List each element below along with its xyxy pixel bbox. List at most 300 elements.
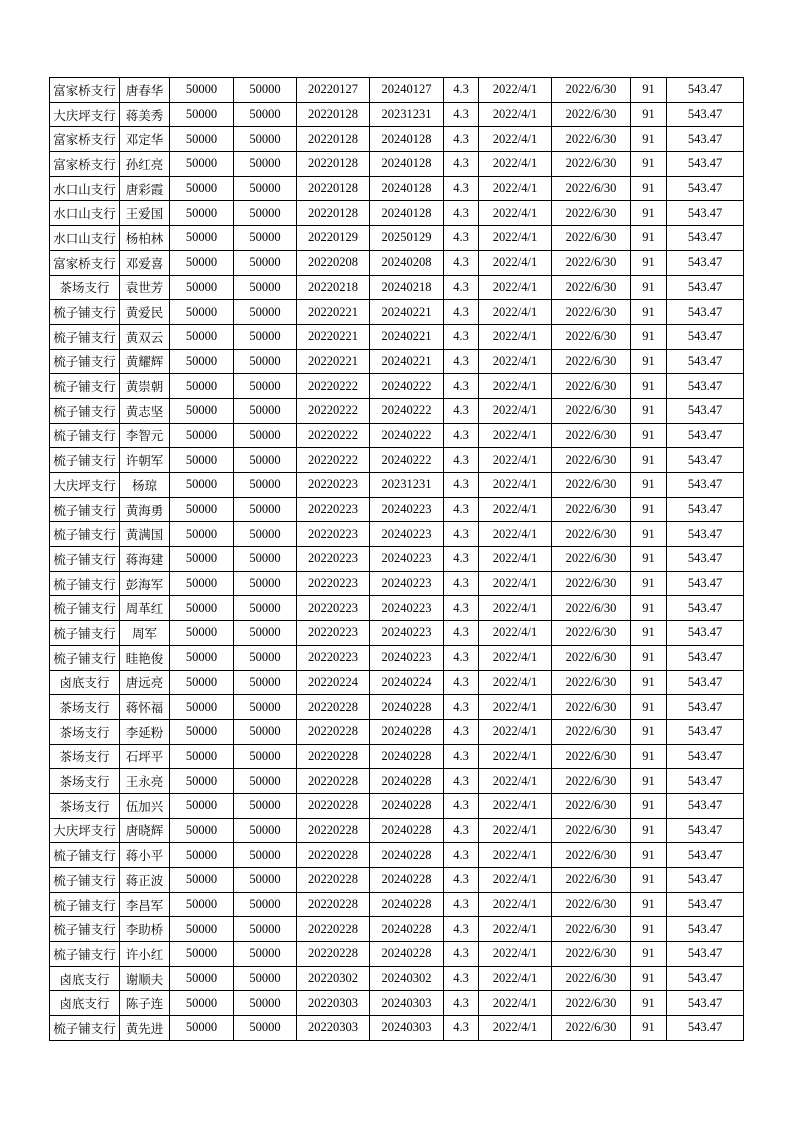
interest-cell: 543.47 <box>667 695 744 720</box>
loan-amount-cell: 50000 <box>170 497 234 522</box>
start-date-cell: 20220228 <box>297 818 370 843</box>
end-date-cell: 20240222 <box>370 448 444 473</box>
rate-cell: 4.3 <box>444 374 479 399</box>
table-row <box>50 547 744 572</box>
table-row <box>50 349 744 374</box>
branch-cell: 梳子铺支行 <box>50 868 120 893</box>
period-start-cell: 2022/4/1 <box>479 473 552 498</box>
end-date-cell: 20240221 <box>370 324 444 349</box>
period-end-cell: 2022/6/30 <box>552 78 631 103</box>
name-cell: 蒋小平 <box>120 843 170 868</box>
branch-cell: 梳子铺支行 <box>50 942 120 967</box>
name-cell: 黄爱民 <box>120 300 170 325</box>
balance-cell: 50000 <box>234 892 297 917</box>
table-row <box>50 843 744 868</box>
balance-cell: 50000 <box>234 473 297 498</box>
interest-cell: 543.47 <box>667 374 744 399</box>
interest-cell: 543.47 <box>667 102 744 127</box>
end-date-cell: 20240128 <box>370 127 444 152</box>
loan-amount-cell: 50000 <box>170 300 234 325</box>
period-start-cell: 2022/4/1 <box>479 769 552 794</box>
rate-cell: 4.3 <box>444 596 479 621</box>
table-row <box>50 102 744 127</box>
name-cell: 蒋正波 <box>120 868 170 893</box>
days-cell: 91 <box>631 571 667 596</box>
loan-amount-cell: 50000 <box>170 324 234 349</box>
table-row <box>50 374 744 399</box>
balance-cell: 50000 <box>234 102 297 127</box>
period-start-cell: 2022/4/1 <box>479 374 552 399</box>
name-cell: 王爱国 <box>120 201 170 226</box>
rate-cell: 4.3 <box>444 102 479 127</box>
period-start-cell: 2022/4/1 <box>479 152 552 177</box>
interest-cell: 543.47 <box>667 621 744 646</box>
balance-cell: 50000 <box>234 695 297 720</box>
balance-cell: 50000 <box>234 571 297 596</box>
rate-cell: 4.3 <box>444 868 479 893</box>
period-end-cell: 2022/6/30 <box>552 942 631 967</box>
period-end-cell: 2022/6/30 <box>552 769 631 794</box>
interest-cell: 543.47 <box>667 398 744 423</box>
table-row <box>50 695 744 720</box>
loan-amount-cell: 50000 <box>170 448 234 473</box>
loan-amount-cell: 50000 <box>170 695 234 720</box>
interest-cell: 543.47 <box>667 250 744 275</box>
period-start-cell: 2022/4/1 <box>479 942 552 967</box>
rate-cell: 4.3 <box>444 966 479 991</box>
period-start-cell: 2022/4/1 <box>479 596 552 621</box>
start-date-cell: 20220222 <box>297 423 370 448</box>
loan-amount-cell: 50000 <box>170 917 234 942</box>
period-start-cell: 2022/4/1 <box>479 497 552 522</box>
interest-cell: 543.47 <box>667 473 744 498</box>
end-date-cell: 20240228 <box>370 769 444 794</box>
start-date-cell: 20220228 <box>297 843 370 868</box>
end-date-cell: 20240228 <box>370 843 444 868</box>
table-row <box>50 152 744 177</box>
days-cell: 91 <box>631 991 667 1016</box>
branch-cell: 梳子铺支行 <box>50 571 120 596</box>
period-start-cell: 2022/4/1 <box>479 621 552 646</box>
end-date-cell: 20240127 <box>370 78 444 103</box>
branch-cell: 梳子铺支行 <box>50 448 120 473</box>
period-start-cell: 2022/4/1 <box>479 695 552 720</box>
days-cell: 91 <box>631 349 667 374</box>
name-cell: 周军 <box>120 621 170 646</box>
rate-cell: 4.3 <box>444 695 479 720</box>
rate-cell: 4.3 <box>444 250 479 275</box>
period-start-cell: 2022/4/1 <box>479 868 552 893</box>
end-date-cell: 20240223 <box>370 621 444 646</box>
branch-cell: 梳子铺支行 <box>50 522 120 547</box>
period-start-cell: 2022/4/1 <box>479 818 552 843</box>
end-date-cell: 20240222 <box>370 374 444 399</box>
period-end-cell: 2022/6/30 <box>552 226 631 251</box>
period-start-cell: 2022/4/1 <box>479 547 552 572</box>
days-cell: 91 <box>631 596 667 621</box>
end-date-cell: 20231231 <box>370 473 444 498</box>
table-row <box>50 571 744 596</box>
rate-cell: 4.3 <box>444 201 479 226</box>
interest-cell: 543.47 <box>667 843 744 868</box>
loan-amount-cell: 50000 <box>170 374 234 399</box>
table-body <box>50 78 744 1041</box>
rate-cell: 4.3 <box>444 127 479 152</box>
period-start-cell: 2022/4/1 <box>479 966 552 991</box>
name-cell: 李延粉 <box>120 719 170 744</box>
period-end-cell: 2022/6/30 <box>552 473 631 498</box>
rate-cell: 4.3 <box>444 719 479 744</box>
period-end-cell: 2022/6/30 <box>552 719 631 744</box>
balance-cell: 50000 <box>234 226 297 251</box>
name-cell: 邓爱喜 <box>120 250 170 275</box>
name-cell: 唐春华 <box>120 78 170 103</box>
end-date-cell: 20240223 <box>370 596 444 621</box>
start-date-cell: 20220228 <box>297 769 370 794</box>
days-cell: 91 <box>631 226 667 251</box>
interest-cell: 543.47 <box>667 769 744 794</box>
days-cell: 91 <box>631 78 667 103</box>
branch-cell: 梳子铺支行 <box>50 300 120 325</box>
days-cell: 91 <box>631 966 667 991</box>
period-end-cell: 2022/6/30 <box>552 868 631 893</box>
end-date-cell: 20240228 <box>370 942 444 967</box>
balance-cell: 50000 <box>234 744 297 769</box>
loan-amount-cell: 50000 <box>170 719 234 744</box>
table-row <box>50 645 744 670</box>
start-date-cell: 20220303 <box>297 1016 370 1041</box>
interest-cell: 543.47 <box>667 942 744 967</box>
name-cell: 蒋美秀 <box>120 102 170 127</box>
period-end-cell: 2022/6/30 <box>552 300 631 325</box>
name-cell: 黄满国 <box>120 522 170 547</box>
table-row <box>50 917 744 942</box>
period-start-cell: 2022/4/1 <box>479 793 552 818</box>
rate-cell: 4.3 <box>444 621 479 646</box>
name-cell: 黄志坚 <box>120 398 170 423</box>
rate-cell: 4.3 <box>444 324 479 349</box>
name-cell: 眭艳俊 <box>120 645 170 670</box>
end-date-cell: 20240228 <box>370 868 444 893</box>
name-cell: 唐远亮 <box>120 670 170 695</box>
days-cell: 91 <box>631 818 667 843</box>
rate-cell: 4.3 <box>444 843 479 868</box>
period-start-cell: 2022/4/1 <box>479 719 552 744</box>
end-date-cell: 20240302 <box>370 966 444 991</box>
period-end-cell: 2022/6/30 <box>552 127 631 152</box>
period-end-cell: 2022/6/30 <box>552 448 631 473</box>
table-row <box>50 423 744 448</box>
period-start-cell: 2022/4/1 <box>479 892 552 917</box>
days-cell: 91 <box>631 868 667 893</box>
rate-cell: 4.3 <box>444 1016 479 1041</box>
period-end-cell: 2022/6/30 <box>552 497 631 522</box>
days-cell: 91 <box>631 324 667 349</box>
rate-cell: 4.3 <box>444 793 479 818</box>
rate-cell: 4.3 <box>444 892 479 917</box>
table-row <box>50 176 744 201</box>
period-end-cell: 2022/6/30 <box>552 324 631 349</box>
end-date-cell: 20240223 <box>370 571 444 596</box>
balance-cell: 50000 <box>234 547 297 572</box>
period-start-cell: 2022/4/1 <box>479 176 552 201</box>
balance-cell: 50000 <box>234 324 297 349</box>
balance-cell: 50000 <box>234 942 297 967</box>
name-cell: 孙红亮 <box>120 152 170 177</box>
name-cell: 杨琼 <box>120 473 170 498</box>
table-row <box>50 818 744 843</box>
rate-cell: 4.3 <box>444 300 479 325</box>
name-cell: 李智元 <box>120 423 170 448</box>
branch-cell: 梳子铺支行 <box>50 374 120 399</box>
branch-cell: 富家桥支行 <box>50 250 120 275</box>
name-cell: 黄耀辉 <box>120 349 170 374</box>
start-date-cell: 20220223 <box>297 522 370 547</box>
period-start-cell: 2022/4/1 <box>479 448 552 473</box>
days-cell: 91 <box>631 645 667 670</box>
loan-amount-cell: 50000 <box>170 547 234 572</box>
name-cell: 石坪平 <box>120 744 170 769</box>
end-date-cell: 20240223 <box>370 497 444 522</box>
name-cell: 黄先进 <box>120 1016 170 1041</box>
table-row <box>50 621 744 646</box>
days-cell: 91 <box>631 522 667 547</box>
start-date-cell: 20220128 <box>297 127 370 152</box>
table-row <box>50 769 744 794</box>
loan-amount-cell: 50000 <box>170 473 234 498</box>
days-cell: 91 <box>631 152 667 177</box>
interest-cell: 543.47 <box>667 300 744 325</box>
interest-cell: 543.47 <box>667 127 744 152</box>
balance-cell: 50000 <box>234 349 297 374</box>
table-row <box>50 744 744 769</box>
interest-cell: 543.47 <box>667 324 744 349</box>
rate-cell: 4.3 <box>444 349 479 374</box>
loan-amount-cell: 50000 <box>170 818 234 843</box>
interest-cell: 543.47 <box>667 571 744 596</box>
balance-cell: 50000 <box>234 793 297 818</box>
table-row <box>50 942 744 967</box>
days-cell: 91 <box>631 201 667 226</box>
days-cell: 91 <box>631 398 667 423</box>
start-date-cell: 20220222 <box>297 398 370 423</box>
balance-cell: 50000 <box>234 843 297 868</box>
loan-amount-cell: 50000 <box>170 596 234 621</box>
start-date-cell: 20220127 <box>297 78 370 103</box>
loan-amount-cell: 50000 <box>170 1016 234 1041</box>
name-cell: 黄崇朝 <box>120 374 170 399</box>
period-start-cell: 2022/4/1 <box>479 398 552 423</box>
days-cell: 91 <box>631 423 667 448</box>
loan-amount-cell: 50000 <box>170 793 234 818</box>
branch-cell: 卤底支行 <box>50 966 120 991</box>
balance-cell: 50000 <box>234 991 297 1016</box>
branch-cell: 水口山支行 <box>50 176 120 201</box>
end-date-cell: 20240228 <box>370 719 444 744</box>
balance-cell: 50000 <box>234 300 297 325</box>
loan-amount-cell: 50000 <box>170 645 234 670</box>
interest-cell: 543.47 <box>667 645 744 670</box>
interest-cell: 543.47 <box>667 793 744 818</box>
name-cell: 许朝军 <box>120 448 170 473</box>
branch-cell: 大庆坪支行 <box>50 473 120 498</box>
interest-cell: 543.47 <box>667 423 744 448</box>
end-date-cell: 20240303 <box>370 991 444 1016</box>
loan-amount-cell: 50000 <box>170 670 234 695</box>
name-cell: 陈子连 <box>120 991 170 1016</box>
balance-cell: 50000 <box>234 374 297 399</box>
name-cell: 谢顺夫 <box>120 966 170 991</box>
rate-cell: 4.3 <box>444 547 479 572</box>
table-row <box>50 324 744 349</box>
branch-cell: 梳子铺支行 <box>50 843 120 868</box>
period-end-cell: 2022/6/30 <box>552 744 631 769</box>
balance-cell: 50000 <box>234 1016 297 1041</box>
period-start-cell: 2022/4/1 <box>479 522 552 547</box>
table-row <box>50 398 744 423</box>
period-end-cell: 2022/6/30 <box>552 966 631 991</box>
balance-cell: 50000 <box>234 645 297 670</box>
branch-cell: 水口山支行 <box>50 226 120 251</box>
balance-cell: 50000 <box>234 78 297 103</box>
balance-cell: 50000 <box>234 818 297 843</box>
table-row <box>50 1016 744 1041</box>
period-start-cell: 2022/4/1 <box>479 102 552 127</box>
table-row <box>50 78 744 103</box>
period-start-cell: 2022/4/1 <box>479 324 552 349</box>
loan-amount-cell: 50000 <box>170 621 234 646</box>
name-cell: 伍加兴 <box>120 793 170 818</box>
rate-cell: 4.3 <box>444 176 479 201</box>
name-cell: 彭海军 <box>120 571 170 596</box>
rate-cell: 4.3 <box>444 522 479 547</box>
period-end-cell: 2022/6/30 <box>552 522 631 547</box>
branch-cell: 富家桥支行 <box>50 127 120 152</box>
interest-cell: 543.47 <box>667 892 744 917</box>
balance-cell: 50000 <box>234 250 297 275</box>
balance-cell: 50000 <box>234 596 297 621</box>
period-end-cell: 2022/6/30 <box>552 571 631 596</box>
branch-cell: 梳子铺支行 <box>50 398 120 423</box>
period-end-cell: 2022/6/30 <box>552 892 631 917</box>
loan-amount-cell: 50000 <box>170 78 234 103</box>
rate-cell: 4.3 <box>444 226 479 251</box>
end-date-cell: 20240222 <box>370 423 444 448</box>
balance-cell: 50000 <box>234 670 297 695</box>
rate-cell: 4.3 <box>444 670 479 695</box>
branch-cell: 茶场支行 <box>50 275 120 300</box>
end-date-cell: 20250129 <box>370 226 444 251</box>
loan-amount-cell: 50000 <box>170 102 234 127</box>
rate-cell: 4.3 <box>444 152 479 177</box>
end-date-cell: 20240228 <box>370 695 444 720</box>
branch-cell: 梳子铺支行 <box>50 497 120 522</box>
period-start-cell: 2022/4/1 <box>479 571 552 596</box>
name-cell: 唐彩霞 <box>120 176 170 201</box>
branch-cell: 梳子铺支行 <box>50 645 120 670</box>
loan-amount-cell: 50000 <box>170 843 234 868</box>
loan-amount-cell: 50000 <box>170 966 234 991</box>
branch-cell: 梳子铺支行 <box>50 1016 120 1041</box>
branch-cell: 富家桥支行 <box>50 78 120 103</box>
end-date-cell: 20240224 <box>370 670 444 695</box>
days-cell: 91 <box>631 621 667 646</box>
rate-cell: 4.3 <box>444 448 479 473</box>
rate-cell: 4.3 <box>444 473 479 498</box>
branch-cell: 梳子铺支行 <box>50 547 120 572</box>
period-end-cell: 2022/6/30 <box>552 991 631 1016</box>
period-start-cell: 2022/4/1 <box>479 250 552 275</box>
interest-cell: 543.47 <box>667 275 744 300</box>
rate-cell: 4.3 <box>444 571 479 596</box>
start-date-cell: 20220228 <box>297 868 370 893</box>
period-end-cell: 2022/6/30 <box>552 645 631 670</box>
period-end-cell: 2022/6/30 <box>552 102 631 127</box>
rate-cell: 4.3 <box>444 398 479 423</box>
period-end-cell: 2022/6/30 <box>552 843 631 868</box>
branch-cell: 富家桥支行 <box>50 152 120 177</box>
start-date-cell: 20220129 <box>297 226 370 251</box>
period-end-cell: 2022/6/30 <box>552 818 631 843</box>
days-cell: 91 <box>631 102 667 127</box>
rate-cell: 4.3 <box>444 497 479 522</box>
name-cell: 王永亮 <box>120 769 170 794</box>
days-cell: 91 <box>631 917 667 942</box>
interest-cell: 543.47 <box>667 78 744 103</box>
start-date-cell: 20220222 <box>297 448 370 473</box>
start-date-cell: 20220223 <box>297 547 370 572</box>
rate-cell: 4.3 <box>444 78 479 103</box>
start-date-cell: 20220208 <box>297 250 370 275</box>
start-date-cell: 20220223 <box>297 621 370 646</box>
table-row <box>50 719 744 744</box>
branch-cell: 梳子铺支行 <box>50 324 120 349</box>
loan-amount-cell: 50000 <box>170 127 234 152</box>
balance-cell: 50000 <box>234 769 297 794</box>
start-date-cell: 20220128 <box>297 201 370 226</box>
start-date-cell: 20220223 <box>297 473 370 498</box>
end-date-cell: 20240228 <box>370 793 444 818</box>
period-end-cell: 2022/6/30 <box>552 596 631 621</box>
period-start-cell: 2022/4/1 <box>479 300 552 325</box>
loan-amount-cell: 50000 <box>170 942 234 967</box>
period-start-cell: 2022/4/1 <box>479 843 552 868</box>
table-row <box>50 473 744 498</box>
period-end-cell: 2022/6/30 <box>552 152 631 177</box>
days-cell: 91 <box>631 547 667 572</box>
end-date-cell: 20240128 <box>370 152 444 177</box>
balance-cell: 50000 <box>234 127 297 152</box>
start-date-cell: 20220223 <box>297 596 370 621</box>
period-start-cell: 2022/4/1 <box>479 917 552 942</box>
days-cell: 91 <box>631 744 667 769</box>
end-date-cell: 20240223 <box>370 547 444 572</box>
branch-cell: 茶场支行 <box>50 695 120 720</box>
start-date-cell: 20220128 <box>297 176 370 201</box>
end-date-cell: 20240222 <box>370 398 444 423</box>
interest-cell: 543.47 <box>667 522 744 547</box>
name-cell: 黄海勇 <box>120 497 170 522</box>
table-row <box>50 250 744 275</box>
days-cell: 91 <box>631 176 667 201</box>
table-row <box>50 127 744 152</box>
start-date-cell: 20220228 <box>297 719 370 744</box>
end-date-cell: 20240303 <box>370 1016 444 1041</box>
branch-cell: 梳子铺支行 <box>50 423 120 448</box>
end-date-cell: 20240228 <box>370 892 444 917</box>
start-date-cell: 20220221 <box>297 349 370 374</box>
name-cell: 周革红 <box>120 596 170 621</box>
